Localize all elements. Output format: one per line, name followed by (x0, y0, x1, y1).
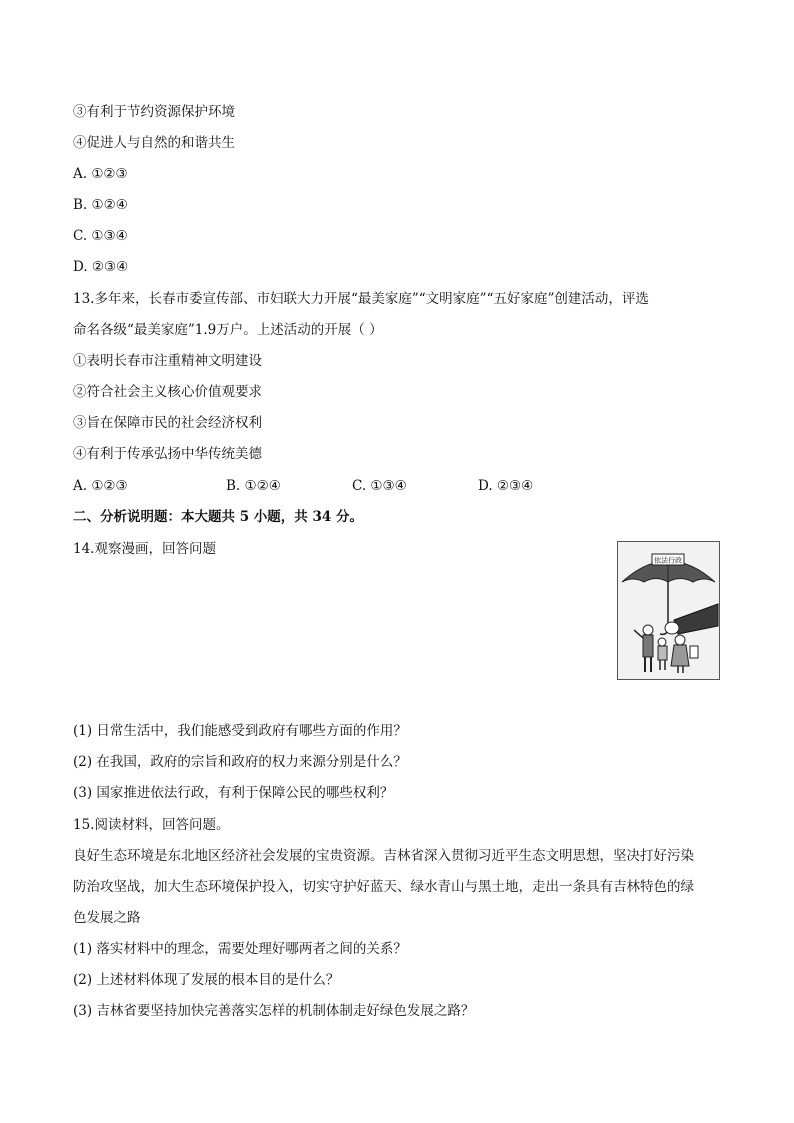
q12-option-a: A. ①②③ (73, 166, 128, 182)
q12-item-4: ④促进人与自然的和谐共生 (73, 135, 235, 151)
section-heading: 二、分析说明题：本大题共 5 小题，共 34 分。 (73, 509, 363, 525)
q15-material-line2: 防治攻坚战，加大生态环境保护投入，切实守护好蓝天、绿水青山与黑土地，走出一条具有吉林特色的绿 (73, 879, 694, 895)
q15-material-line3: 色发展之路 (73, 910, 141, 926)
q15-question-2: (2) 上述材料体现了发展的根本目的是什么？ (73, 972, 340, 988)
q13-option-c: C. ①③④ (352, 478, 407, 494)
q12-option-b: B. ①②④ (73, 197, 128, 213)
q12-option-d: D. ②③④ (73, 259, 129, 275)
q13-item-3: ③旨在保障市民的社会经济权利 (73, 415, 262, 431)
umbrella-sign-text: 依法行政 (654, 556, 682, 565)
q15-material-line1: 良好生态环境是东北地区经济社会发展的宝贵资源。吉林省深入贯彻习近平生态文明思想，坚决打好污染 (73, 848, 694, 864)
q12-option-c: C. ①③④ (73, 228, 128, 244)
q14-question-1: (1) 日常生活中，我们能感受到政府有哪些方面的作用？ (73, 723, 407, 739)
q13-item-2: ②符合社会主义核心价值观要求 (73, 384, 262, 400)
q13-option-a: A. ①②③ (73, 478, 128, 494)
q13-stem-line2: 命名各级“最美家庭”1.9万户。上述活动的开展（ ） (73, 322, 383, 338)
q12-item-3: ③有利于节约资源保护环境 (73, 104, 235, 120)
q13-option-d: D. ②③④ (478, 478, 534, 494)
umbrella-cartoon-drawing (618, 542, 719, 679)
q14-stem: 14.观察漫画，回答问题 (73, 541, 216, 557)
q13-item-4: ④有利于传承弘扬中华传统美德 (73, 446, 262, 462)
q15-question-1: (1) 落实材料中的理念，需要处理好哪两者之间的关系？ (73, 941, 407, 957)
q13-option-b: B. ①②④ (226, 478, 281, 494)
q15-question-3: (3) 吉林省要坚持加快完善落实怎样的机制体制走好绿色发展之路？ (73, 1003, 475, 1019)
cartoon-image (617, 541, 720, 680)
q13-stem-line1: 13.多年来，长春市委宣传部、市妇联大力开展“最美家庭”“文明家庭”“五好家庭”创建活动，评选 (73, 291, 649, 307)
q14-question-2: (2) 在我国，政府的宗旨和政府的权力来源分别是什么？ (73, 754, 407, 770)
q15-stem: 15.阅读材料，回答问题。 (73, 817, 230, 833)
q13-item-1: ①表明长春市注重精神文明建设 (73, 353, 262, 369)
q14-question-3: (3) 国家推进依法行政，有利于保障公民的哪些权利？ (73, 785, 394, 801)
